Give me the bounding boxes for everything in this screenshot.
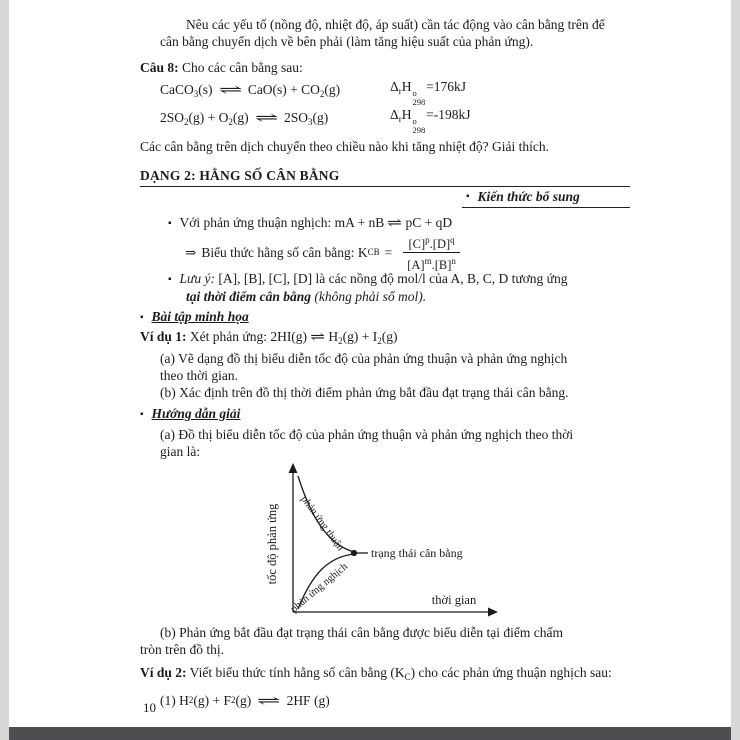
kcb-fraction (403, 233, 460, 272)
subscript: 298 (412, 124, 426, 135)
sup-sub-stack (412, 89, 425, 106)
formula-text: 2HF (g) (286, 692, 330, 708)
term: [A] (407, 257, 425, 272)
page-number: 10 (143, 700, 156, 715)
formula-text: (s) (198, 82, 213, 97)
superscript: p (425, 234, 430, 245)
equation-2 (140, 107, 630, 135)
example-1-label: Ví dụ 1: (140, 329, 187, 344)
formula-text: H (179, 692, 189, 708)
equilibrium-arrow-icon: ⇌ (218, 82, 243, 97)
term: [B] (434, 257, 452, 272)
section-heading: DẠNG 2: HẰNG SỐ CÂN BẰNG (140, 168, 340, 183)
note-emphasis: tại thời điểm cân bằng (186, 289, 312, 304)
subscript: 2 (188, 694, 194, 705)
equilibrium-arrow-icon: ⇌ (257, 692, 281, 708)
delta-symbol: Δ (390, 107, 399, 122)
kcb-text: Biểu thức hằng số cân bằng: K (201, 244, 368, 260)
subscript: 2 (228, 117, 233, 127)
formula-text: H (401, 107, 412, 122)
knowledge-bullet-1 (140, 214, 630, 232)
solution-heading (140, 405, 630, 423)
page-bottom-shadow (9, 727, 731, 740)
example-2-label: Ví dụ 2: (140, 665, 187, 680)
subscript: 2 (338, 336, 343, 346)
equilibrium-point-dot (351, 550, 357, 556)
formula-text: 2SO (160, 110, 185, 125)
square-bullet-icon: ▪ (168, 274, 172, 285)
forward-rate-curve (298, 476, 354, 552)
example-1-question-b: (b) Xác định trên đồ thị thời điểm phản ứng bắt đầu đạt trạng thái cân bằng. (160, 385, 569, 400)
enthalpy-value: =176kJ (426, 79, 467, 94)
question-8-prompt: Các cân bằng trên dịch chuyển theo chiều nào khi tăng nhiệt độ? Giải thích. (140, 139, 549, 154)
question-8-label: Câu 8: (140, 60, 179, 75)
formula-text: CaO(s) + CO (247, 82, 320, 97)
solution-b-line-2: tròn trên đồ thị. (140, 642, 224, 657)
square-bullet-icon: ▪ (140, 312, 144, 323)
square-bullet-icon: ▪ (466, 191, 470, 202)
equation-1 (140, 79, 630, 107)
formula-text: H (401, 79, 412, 94)
knowledge-label: Kiến thức bổ sung (477, 189, 580, 204)
subscript: 2 (184, 117, 189, 127)
rate-time-graph (258, 462, 520, 620)
term: . (431, 257, 435, 272)
term: [C] (408, 236, 426, 251)
formula-text: (g) + I (342, 329, 378, 344)
equilibrium-arrow-icon: ⇌ (310, 329, 326, 344)
question-8-intro: Cho các cân bằng sau: (182, 60, 303, 75)
sup-sub-stack (412, 117, 425, 134)
example-2-text: Viết biểu thức tính hằng số cân bằng (K (189, 665, 405, 680)
superscript: o (412, 88, 417, 98)
equation-number: (1) (160, 692, 176, 708)
formula-text: (g) (312, 110, 329, 125)
y-axis-label: tốc độ phản ứng (265, 503, 279, 585)
note-paren: (không phải số mol). (314, 289, 427, 304)
exercises-heading (140, 308, 630, 326)
formula-text: (g) (235, 692, 252, 708)
knowledge-box-title (462, 187, 630, 208)
example-2-equation-1 (140, 689, 630, 711)
subscript: 3 (193, 89, 199, 99)
reverse-curve-label: phản ứng nghịch (288, 561, 350, 615)
note-text: [A], [B], [C], [D] là các nồng độ mol/l của A, B, C, D tương ứng (218, 271, 568, 286)
enthalpy-value: =-198kJ (426, 107, 471, 122)
kcb-expression (140, 234, 630, 270)
example-2-text: ) cho các phản ứng thuận nghịch sau: (410, 665, 612, 680)
x-axis-arrow-icon (488, 608, 498, 617)
subscript: r (398, 86, 402, 96)
page-edge-right (731, 0, 740, 740)
equation-2-formula (160, 109, 390, 131)
page-edge-left (0, 0, 9, 740)
formula-text: (g) (381, 329, 398, 344)
y-axis-arrow-icon (289, 463, 298, 473)
question-8 (140, 59, 630, 76)
formula-text: (g) + O (188, 110, 229, 125)
subscript: 2 (319, 89, 325, 99)
subscript: r (398, 114, 402, 124)
page-content (140, 16, 630, 711)
enthalpy-1 (390, 78, 466, 106)
superscript: q (450, 234, 455, 245)
intro-line-1: Nêu các yếu tố (nồng độ, nhiệt độ, áp suất) cần tác động vào cân bằng trên để (186, 17, 605, 32)
bullet-text: Với phản ứng thuận nghịch: mA + nB (179, 215, 385, 230)
equation-1-formula (160, 81, 390, 103)
square-bullet-icon: ▪ (140, 409, 144, 420)
knowledge-bullet-2-line-2 (140, 288, 630, 305)
formula-text: (g) (324, 82, 341, 97)
example-1-text: Xét phản ứng: 2HI(g) (189, 329, 308, 344)
example-2 (140, 664, 630, 686)
formula-text: 2SO (283, 110, 308, 125)
formula-text: CaCO (160, 82, 194, 97)
solution-a-line-1: (a) Đồ thị biểu diễn tốc độ của phản ứng thuận và phản ứng nghịch theo thời (160, 427, 574, 442)
delta-symbol: Δ (390, 79, 399, 94)
fraction-denominator (403, 253, 460, 272)
example-1-question-a-line-1: (a) Vẽ dạng đồ thị biểu diễn tốc độ của phản ứng thuận và phản ứng nghịch (160, 351, 568, 366)
solution-a-line-2: gian là: (160, 444, 201, 459)
equals-sign: = (384, 244, 393, 260)
subscript: 2 (377, 336, 382, 346)
equilibrium-arrow-icon: ⇌ (254, 110, 279, 125)
note-label: Lưu ý: (179, 271, 216, 286)
superscript: m (424, 255, 432, 266)
superscript: n (451, 255, 456, 266)
subscript: 3 (307, 117, 313, 127)
superscript: o (412, 116, 417, 126)
equilibrium-label: trạng thái cân bằng (371, 546, 463, 560)
knowledge-bullet-2 (140, 270, 630, 288)
x-axis-label: thời gian (431, 593, 477, 607)
exercises-label: Bài tập minh họa (151, 309, 249, 324)
enthalpy-2 (390, 106, 471, 134)
example-1 (140, 328, 630, 350)
formula-text: (g) + F (193, 692, 231, 708)
formula-text: (g) (232, 110, 249, 125)
subscript: 2 (231, 694, 236, 705)
example-1-question-a-line-2: theo thời gian. (160, 368, 239, 383)
equilibrium-arrow-icon: ⇌ (387, 215, 403, 230)
term: . (429, 236, 433, 251)
subscript: CB (367, 246, 380, 257)
forward-curve-label: phản ứng thuận (298, 493, 346, 554)
implies-arrow-icon: ⇒ (185, 244, 197, 260)
solution-label: Hướng dẫn giải (151, 406, 241, 421)
intro-line-2: cân bằng chuyển dịch về bên phải (làm tăng hiệu suất của phản ứng). (160, 34, 534, 49)
solution-b-line-1: (b) Phản ứng bắt đầu đạt trạng thái cân bằng được biểu diễn tại điểm chấm (160, 625, 564, 640)
bullet-text: pC + qD (405, 215, 453, 230)
subscript: C (404, 672, 411, 682)
fraction-numerator (403, 233, 460, 253)
subscript: 298 (412, 96, 426, 107)
formula-text: H (328, 329, 339, 344)
term: [D] (432, 236, 451, 251)
square-bullet-icon: ▪ (168, 218, 172, 229)
